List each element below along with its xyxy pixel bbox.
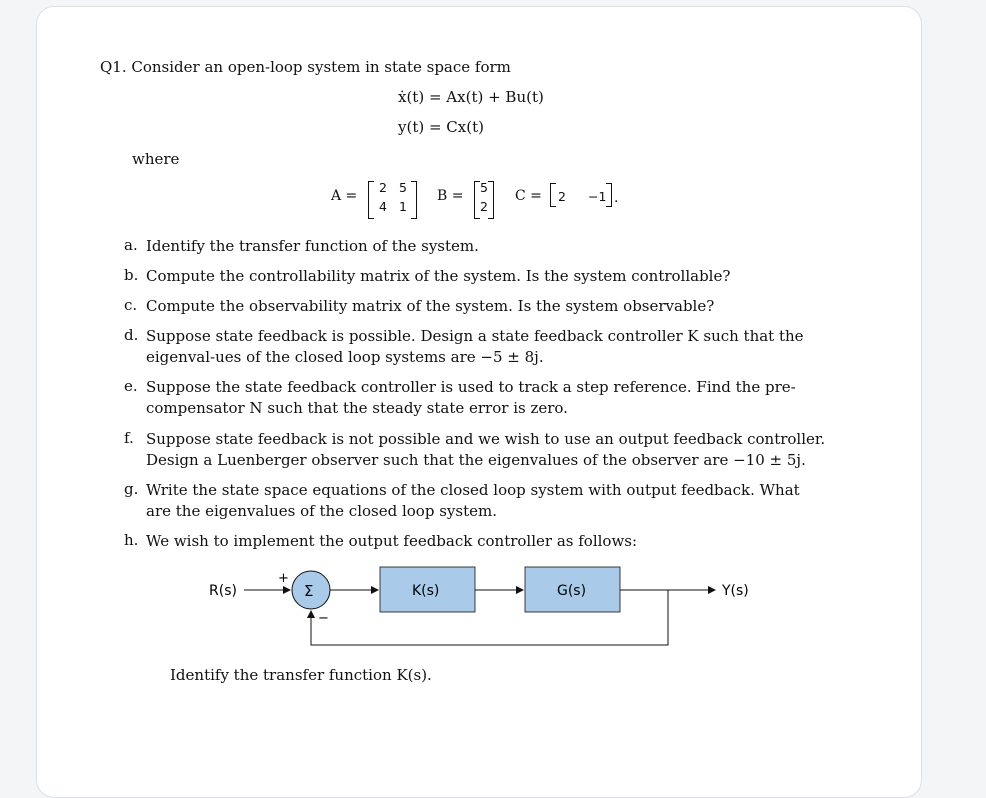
part-g-text: Write the state space equations of the closed loop system with output feedback. What are the eigenvalues of the closed loop system. bbox=[146, 481, 800, 520]
matrix-a-cell: 4 bbox=[379, 199, 387, 214]
part-b-text: Compute the controllability matrix of the system. Is the system controllable? bbox=[146, 267, 731, 285]
matrix-b-label: B = bbox=[437, 188, 464, 204]
part-c-label: c. bbox=[124, 296, 138, 314]
matrix-c-period: . bbox=[614, 190, 619, 206]
matrix-a-cell: 5 bbox=[399, 180, 407, 195]
part-a-label: a. bbox=[124, 236, 138, 254]
final-question: Identify the transfer function K(s). bbox=[170, 666, 432, 684]
question-title: Q1. Consider an open-loop system in state space form bbox=[100, 58, 511, 76]
matrix-a-cell: 1 bbox=[399, 199, 407, 214]
matrix-c-label: C = bbox=[515, 188, 542, 204]
minus-sign: − bbox=[318, 611, 329, 626]
part-f-label: f. bbox=[124, 429, 134, 447]
part-e-text: Suppose the state feedback controller is used to track a step reference. Find the pre-compensator N such that the steady state error is zero. bbox=[146, 378, 796, 417]
part-d-text: Suppose state feedback is possible. Design a state feedback controller K such that the eigenval-ues of the closed loop systems are −5 ± 8j. bbox=[146, 327, 804, 366]
output-equation: y(t) = Cx(t) bbox=[398, 118, 484, 136]
plus-sign: + bbox=[278, 571, 289, 586]
matrix-a-label: A = bbox=[331, 188, 358, 204]
matrix-c-cell: 2 bbox=[558, 189, 566, 204]
part-h-text: We wish to implement the output feedback controller as follows: bbox=[146, 532, 638, 550]
matrix-b-cell: 5 bbox=[480, 180, 488, 195]
part-h-label: h. bbox=[124, 531, 139, 549]
part-g-label: g. bbox=[124, 480, 139, 498]
part-a-text: Identify the transfer function of the system. bbox=[146, 237, 479, 255]
part-f-text: Suppose state feedback is not possible and we wish to use an output feedback controller. Design a Luenberger observer such that the eigenvalues of the observer are −10 ± 5j. bbox=[146, 430, 826, 469]
part-c-text: Compute the observability matrix of the system. Is the system observable? bbox=[146, 297, 715, 315]
matrix-c-cell: −1 bbox=[588, 189, 607, 204]
matrix-b-cell: 2 bbox=[480, 199, 488, 214]
part-e-label: e. bbox=[124, 377, 138, 395]
part-d-label: d. bbox=[124, 326, 139, 344]
where-label: where bbox=[132, 150, 180, 168]
plant-block-label: G(s) bbox=[557, 583, 587, 599]
controller-block-label: K(s) bbox=[412, 583, 440, 599]
input-label: R(s) bbox=[209, 583, 237, 599]
part-b-label: b. bbox=[124, 266, 139, 284]
state-equation: ẋ(t) = Ax(t) + Bu(t) bbox=[398, 88, 544, 106]
sum-symbol: Σ bbox=[304, 582, 314, 600]
output-label: Y(s) bbox=[722, 583, 749, 599]
matrix-a-cell: 2 bbox=[379, 180, 387, 195]
